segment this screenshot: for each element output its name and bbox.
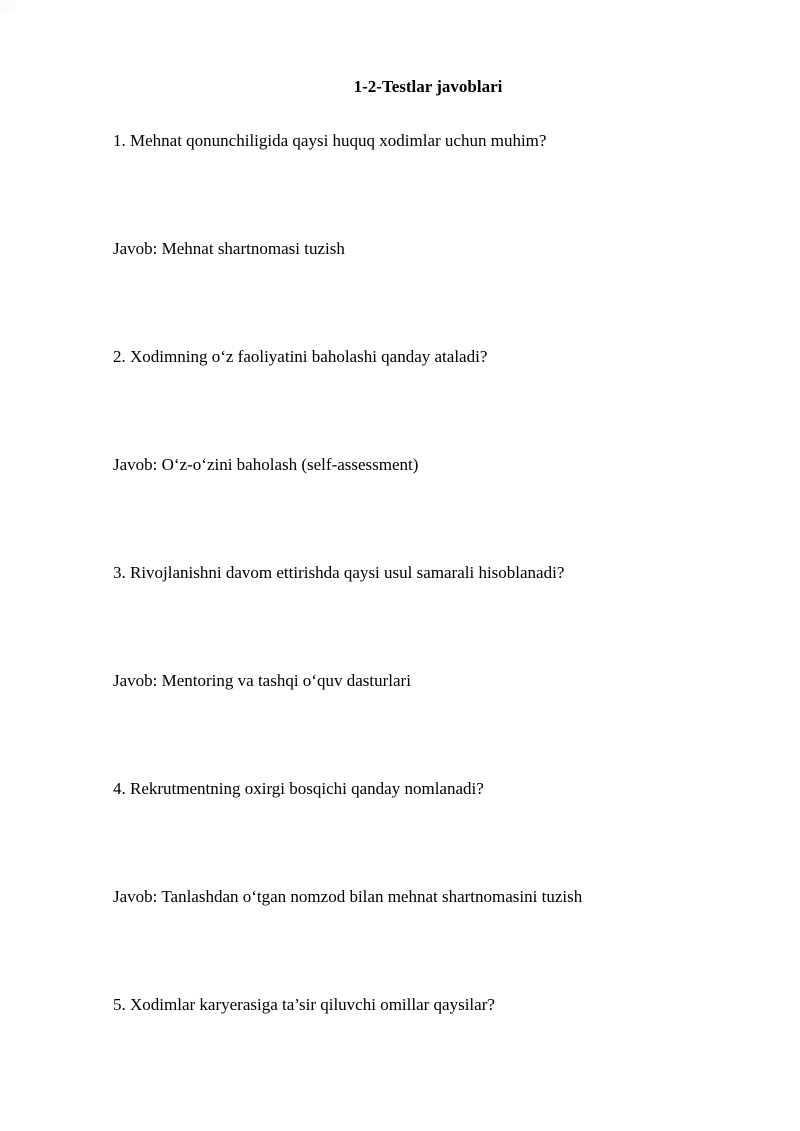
answer-3: Javob: Mentoring va tashqi oʻquv dasturlari bbox=[113, 671, 411, 690]
question-4: 4. Rekrutmentning oxirgi bosqichi qanday nomlanadi? bbox=[113, 779, 484, 798]
question-5: 5. Xodimlar karyerasiga ta’sir qiluvchi omillar qaysilar? bbox=[113, 995, 495, 1014]
question-1: 1. Mehnat qonunchiligida qaysi huquq xodimlar uchun muhim? bbox=[113, 131, 547, 150]
question-2: 2. Xodimning oʻz faoliyatini baholashi qanday ataladi? bbox=[113, 347, 488, 366]
document-title: 1-2-Testlar javoblari bbox=[353, 77, 503, 96]
answer-4: Javob: Tanlashdan oʻtgan nomzod bilan mehnat shartnomasini tuzish bbox=[113, 887, 583, 906]
scan-corner-artifact bbox=[0, 0, 15, 13]
question-3: 3. Rivojlanishni davom ettirishda qaysi usul samarali hisoblanadi? bbox=[113, 563, 565, 582]
document-content bbox=[113, 76, 743, 1016]
answer-2: Javob: Oʻz-oʻzini baholash (self-assessment) bbox=[113, 455, 419, 474]
answer-1: Javob: Mehnat shartnomasi tuzish bbox=[113, 239, 345, 258]
